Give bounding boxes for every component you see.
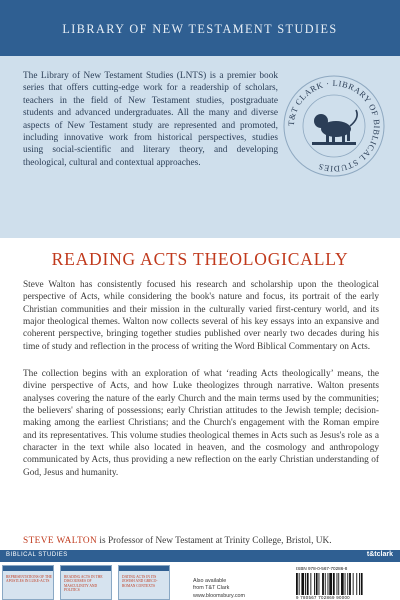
publisher-logo: t&tclark [366, 551, 393, 558]
author-bio [23, 536, 379, 546]
barcode-digits: 9 780567 702869 90000 [296, 595, 350, 600]
publisher-website: www.bloomsbury.com [193, 593, 246, 599]
related-book-title: READING ACTS IN THE DISCOURSES OF MASCULINITY AND POLITICS [64, 575, 103, 593]
blurb-paragraph-1: Steve Walton has consistently focused his research and scholarship upon the theological perspective of Acts, while considering the book's nature and focus, its portrait of the early Christian communities and their mission in the culturally varied first-century world, and its major theological themes. Walton now collects several of his key essays into an expansive and coherent perspective, bringing together studies published over nearly two decades during his time of study and reflection in the process of writing the Word Biblical Commentary on Acts. [23, 280, 379, 352]
category-label: BIBLICAL STUDIES [6, 552, 68, 558]
author-bio-text: is Professor of New Testament at Trinity College, Bristol, UK. [97, 536, 332, 546]
series-info-panel [0, 0, 400, 238]
isbn: ISBN 978-0-567-70286-8 [296, 566, 348, 571]
barcode-block [294, 566, 394, 600]
footer-bar [0, 550, 400, 562]
series-header-bar [0, 0, 400, 56]
related-book-title: REPRESENTATIONS OF THE APOSTLES IN LUKE-ACTS [6, 575, 52, 584]
series-description: The Library of New Testament Studies (LNTS) is a premier book series that offers cutting-edge work for a readership of scholars, teachers in the field of New Testament studies, postgraduate students and advanced undergraduates. All the many and diverse aspects of New Testament study are represented and promoted, including innovative work from historical perspectives, studies using social-scientific and literary theory, and developing theological, cultural and contextual approaches. [23, 71, 278, 168]
related-book-title: DATING ACTS IN ITS JEWISH AND GRECO-ROMAN CONTEXTS [122, 575, 158, 588]
related-books [2, 565, 182, 600]
barcode-icon [296, 573, 392, 595]
blurb-paragraph-2: The collection begins with an exploration of what ‘reading Acts theologically’ means, the divine perspective of Acts, and how Luke theologizes through narrative. Walton presents analyses covering the nature of the early Church and the main terms used by the communities; the believers' sharing of possessions; early Christian attitudes to the Jewish temple; decision-making among the earliest Christians; and the Church's engagement with the Roman empire and its representatives. This volume studies theological themes in Acts such as Jesus's role as a character in the text while also located in heaven, and the cosmology and anthropology communicated by Acts, thus providing a new reflection on the early Christian understanding of God, Jesus and humanity. [23, 369, 379, 478]
book-title: READING ACTS THEOLOGICALLY [51, 249, 349, 269]
series-title: LIBRARY OF NEW TESTAMENT STUDIES [62, 22, 338, 36]
author-name: STEVE WALTON [23, 536, 98, 546]
related-book-thumbnail [118, 565, 170, 600]
also-available-note: Also available from T&T Clark [193, 578, 230, 591]
related-book-thumbnail [60, 565, 112, 600]
seal-text: T&T CLARK · LIBRARY OF BIBLICAL STUDIES [286, 78, 382, 174]
publisher-seal-icon [282, 74, 386, 178]
related-book-thumbnail [2, 565, 54, 600]
